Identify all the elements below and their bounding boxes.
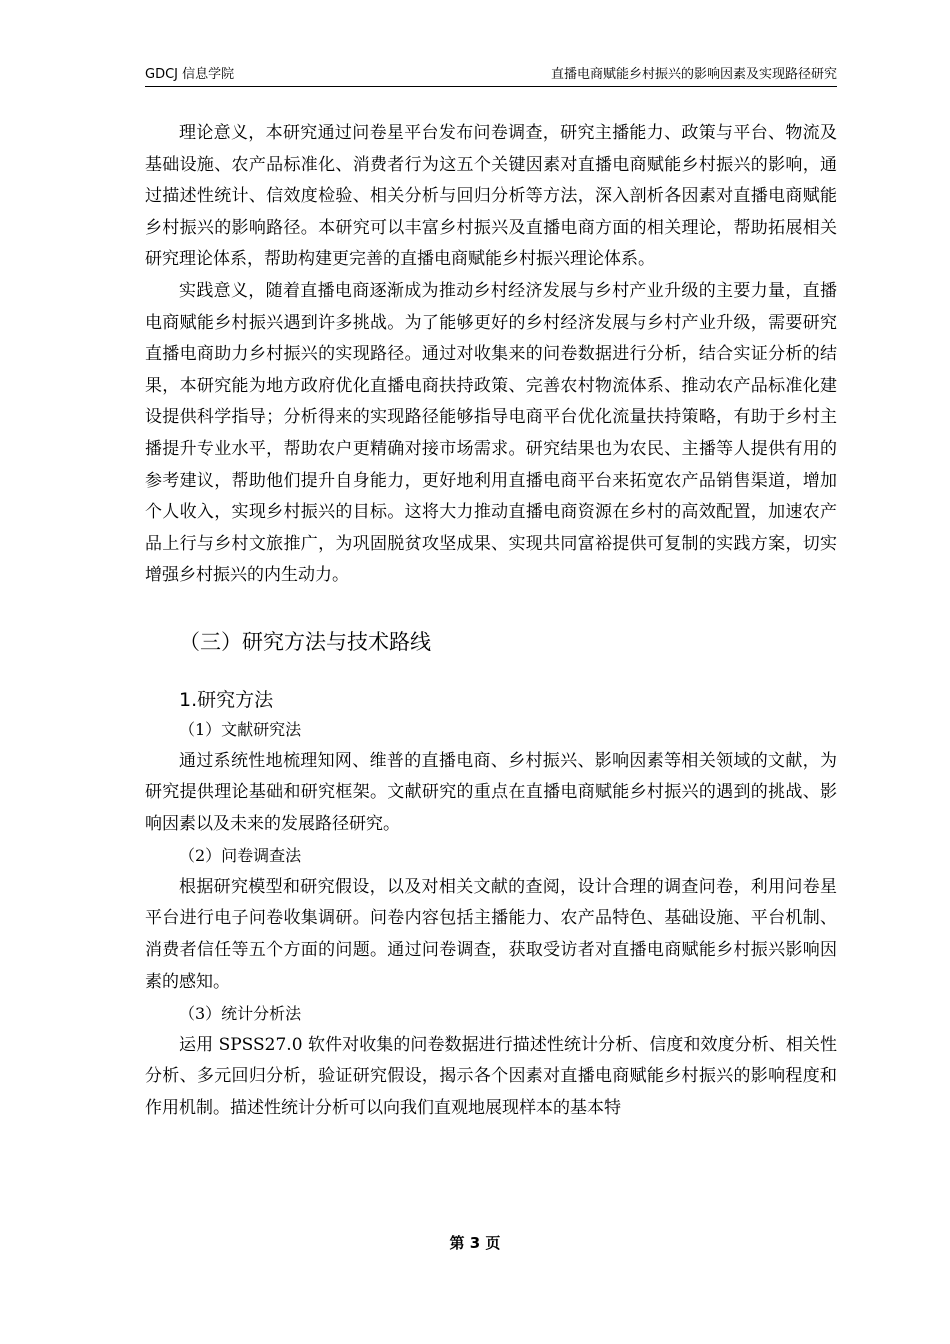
method-3-text: 运用 SPSS27.0 软件对收集的问卷数据进行描述性统计分析、信度和效度分析、相关性分析、多元回归分析，验证研究假设，揭示各个因素对直播电商赋能乡村振兴的影响程度和作用机制。描述性统计分析可以向我们直观地展现样本的基本特 <box>145 1034 837 1119</box>
page-number: 第 3 页 <box>449 1234 501 1252</box>
paragraph-theoretical-significance: 理论意义，本研究通过问卷星平台发布问卷调查，研究主播能力、政策与平台、物流及基础设施、农产品标准化、消费者行为这五个关键因素对直播电商赋能乡村振兴的影响，通过描述性统计、信效度检验、相关分析与回归分析等方法，深入剖析各因素对直播电商赋能乡村振兴的影响路径。本研究可以丰富乡村振兴及直播电商方面的相关理论，帮助拓展相关研究理论体系，帮助构建更完善的直播电商赋能乡村振兴理论体系。 <box>145 123 837 270</box>
method-2-text: 根据研究模型和研究假设，以及对相关文献的查阅，设计合理的调查问卷，利用问卷星平台进行电子问卷收集调研。问卷内容包括主播能力、农产品特色、基础设施、平台机制、消费者信任等五个方面的问题。通过问卷调查，获取受访者对直播电商赋能乡村振兴影响因素的感知。 <box>145 876 837 992</box>
method-1-title: （1）文献研究法 <box>179 719 302 739</box>
page-body <box>145 118 837 1125</box>
header-paper-title: 直播电商赋能乡村振兴的影响因素及实现路径研究 <box>550 67 837 82</box>
paragraph-practical-significance: 实践意义，随着直播电商逐渐成为推动乡村经济发展与乡村产业升级的主要力量，直播电商赋能乡村振兴遇到许多挑战。为了能够更好的乡村经济发展与乡村产业升级，需要研究直播电商助力乡村振兴的实现路径。通过对收集来的问卷数据进行分析，结合实证分析的结果，本研究能为地方政府优化直播电商扶持政策、完善农村物流体系、推动农产品标准化建设提供科学指导；分析得来的实现路径能够指导电商平台优化流量扶持策略，有助于乡村主播提升专业水平，帮助农户更精确对接市场需求。研究结果也为农民、主播等人提供有用的参考建议，帮助他们提升自身能力，更好地利用直播电商平台来拓宽农产品销售渠道，增加个人收入，实现乡村振兴的目标。这将大力推动直播电商资源在乡村的高效配置，加速农产品上行与乡村文旅推广，为巩固脱贫攻坚成果、实现共同富裕提供可复制的实践方案，切实增强乡村振兴的内生动力。 <box>145 280 837 586</box>
method-3-title: （3）统计分析法 <box>179 1004 302 1024</box>
method-2-title: （2）问卷调查法 <box>179 846 302 866</box>
header-institution: GDCJ 信息学院 <box>145 67 235 82</box>
section-heading: （三）研究方法与技术路线 <box>179 629 431 654</box>
subsection-heading: 1.研究方法 <box>179 688 274 711</box>
method-1-text: 通过系统性地梳理知网、维普的直播电商、乡村振兴、影响因素等相关领域的文献，为研究提供理论基础和研究框架。文献研究的重点在直播电商赋能乡村振兴的遇到的挑战、影响因素以及未来的发展路径研究。 <box>145 750 837 834</box>
page-header <box>145 66 837 87</box>
